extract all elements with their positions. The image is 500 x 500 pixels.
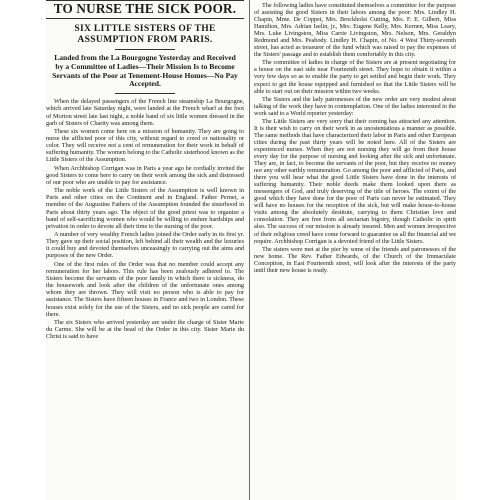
article-paragraph: When the delayed passengers of the French line steamship La Bourgogne, which arrived late Saturday night, were landed at the French wharf at the foot of Morton street late last night, a noble band of six little women dressed in the garb of Sisters of Charity was among them. [46,98,244,127]
article-paragraph: These six women come here on a mission of humanity. They are going to nurse the afflicted poor of this city, without regard to creed or nationality or color. They will receive not a cent of remuneration for their work in behalf of suffering humanity. The women belong to the Catholic sisterhood known as the Little Sisters of the Assumption. [46,127,244,164]
left-column [46,0,244,500]
article-paragraph: One of the first rules of the Order was that no member could accept any remuneration for her labors. This rule has been zealously adhered to. The Sisters become the servants of the poor family in which there is sickness, do the housework and look after the children of the unfortunate ones among whom they are thrown. They will visit no person who is able to pay for assistance. The Sisters have fifteen houses in France and two in London. These houses exist solely for the use of the Sisters, and no sick people are cared for there. [46,260,244,318]
article-paragraph: The six Sisters who arrived yesterday are under the charge of Sister Marie du Carme. She will be at the head of the Order in this city. Sister Marie du Christ is said to have [46,318,244,341]
right-column-body [254,2,456,274]
article-subheadline: SIX LITTLE SISTERS OF THE ASSUMPTION FROM PARIS. [74,23,216,45]
headline-rule [46,18,244,19]
article-paragraph: A number of very wealthy French ladies joined the Order early in its first yr. They gave up their social position, left behind all their wealth and the luxuries it could buy and devoted themselves unceasingly to carrying out the aims and purposes of the new Order. [46,231,244,260]
right-column [254,2,456,500]
article-paragraph: The noble work of the Little Sisters of the Assumption is well known in Paris and other cities on the Continent and in England. Father Pernet, a member of the Augustine Fathers of the Assumption founded the sisterhood in Paris about thirty years ago. The object of the good priest was to organize a band of self-sacrificing women who would be willing to endure hardships and privation in order to devote all their time to the nursing of the poor. [46,187,244,230]
article-paragraph: When Archbishop Corrigan was in Paris a year ago he cordially invited the good Sisters to come here to carry on their work among the sick and distressed of our poor who are unable to pay for assistance. [46,164,244,186]
article-headline: TO NURSE THE SICK POOR. [53,1,237,16]
left-column-body [46,98,244,340]
column-divider [249,0,250,500]
subhead-rule [115,49,175,50]
article-paragraph: The sisters were met at the pier by some of the friends and patronesses of the new home. The Rev. Father Edwards, of the Church of the Immaculate Conception, in East Fourteenth street, will look after the interests of the party until their new house is ready. [254,245,456,274]
article-paragraph: The following ladies have constituted themselves a committee for the purpose of assisting the good Sisters in their labors among the poor: Mrs. Lindley H. Chapin, Mme. De Coppet, Mrs. Brockholst Cutting, Mrs. F. E. Gilbert, Miss Hamilton, Mrs. Adrian Iselin, jr., Mrs. Eugene Kelly, Mrs. Kernen, Miss Leary, Mrs. Luke Livingston, Miss Carrie Livingston, Mrs. Nelson, Mrs. Geraldyn Redmond and Mrs. Peabody. Lindley H. Chapin, of No. 4 West Thirty-seventh street, has acted as treasurer of the fund which was raised to pay the expenses of the Sisters' passage and to establish them comfortably in this city. [254,2,456,59]
article-deck: Landed from the La Bourgogne Yesterday and Received by a Committee of Ladies—Their Mission Is to Become Servants of the Poor at Tenement-House Homes—No Pay Accepted. [52,53,238,89]
article-paragraph: The Little Sisters are very sorry that their coming has attracted any attention. It is their wish to carry on their work in as unostentatious a manner as possible. The same methods that have characterized their labor in Paris and other European cities during the past thirty years will be noted here. All of the Sisters are experienced nurses. When they are not nursing they will go from their house every day for the purpose of nursing and looking after the sick and unfortunate. They are, in fact, to become the servants of the poor, but they receive no money nor any other earthly remuneration. Go among the poor and afflicted of Paris, and there you will hear what the good Little Sisters have done in the interests of suffering humanity. Their noble deeds make them looked upon there as messengers of God, and truly deserving of the title of heroes. The extent of the good which they have done for the poor of Paris can never be estimated. They will have no houses for the reception of the sick, but will make house-to-house visits among the absolutely destitute, carrying to them Christian love and consolation. They are free from all sectarian bigotry, though Catholic in spirit also. The success of our mission is already insured. Men and women irrespective of their religious creed have come forward to guarantee us all the financial aid we require. Archbishop Corrigan is a devoted friend of the Little Sisters. [254,117,456,245]
newspaper-clipping [46,0,456,500]
article-paragraph: The Sisters and the lady patronesses of the new order are very modest about talking of the work they have in contemplation. One of the ladies interested in the work said to a World reporter yesterday: [254,95,456,117]
article-paragraph: The committee of ladies in charge of the Sisters are at present negotiating for a house on the east side near Fourteenth street. They hope to obtain it within a very few days so as to enable the party to get settled and begin their work. They expect to get the house equipped and furnished so that the Little Sisters will be able to start out on their mission within two weeks. [254,59,456,95]
deck-rule [115,93,175,94]
